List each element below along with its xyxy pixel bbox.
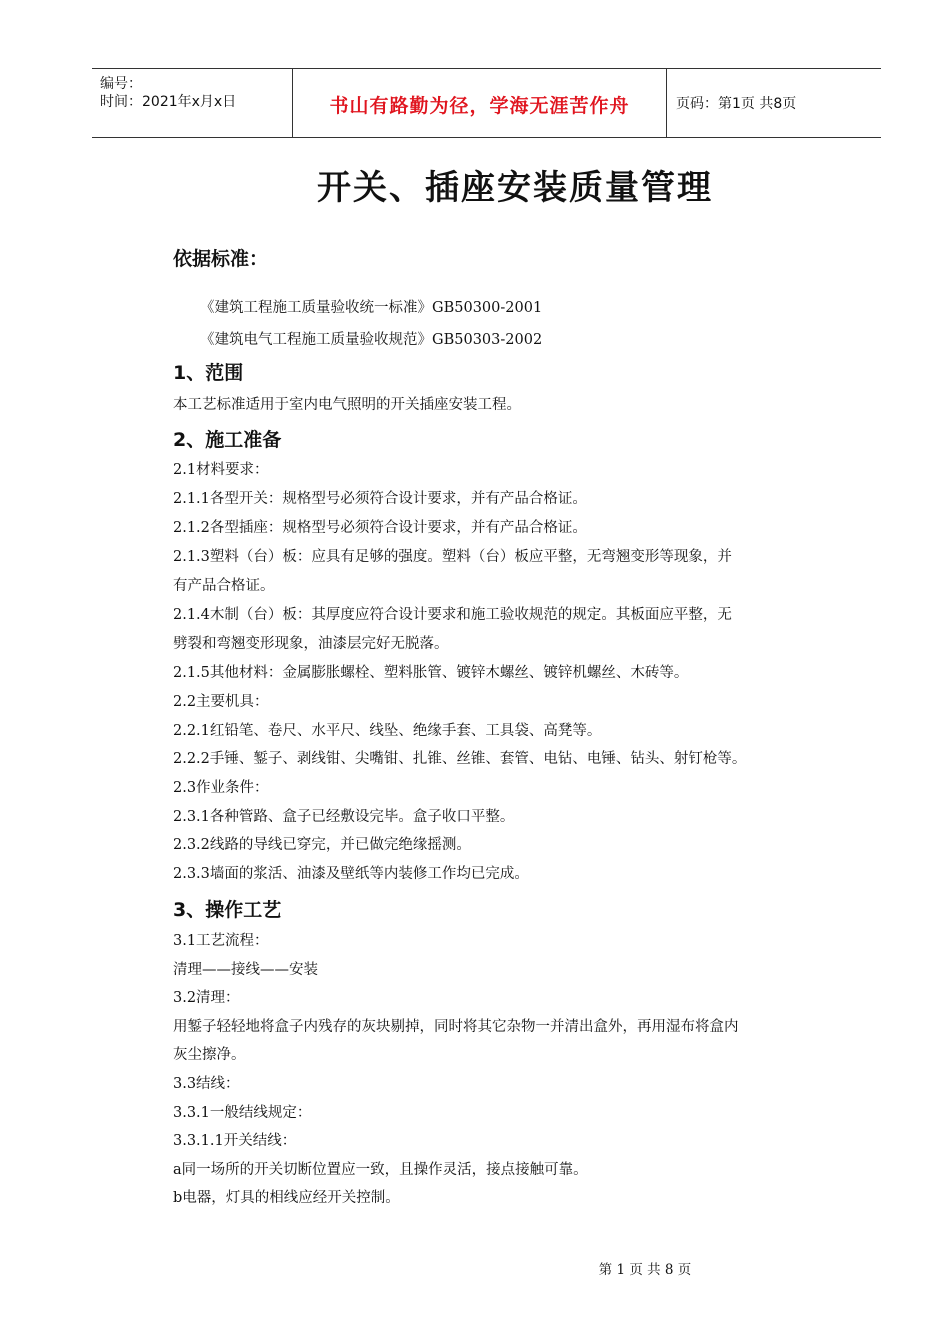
paragraph-line: 2.1.3塑料（台）板：应具有足够的强度。塑料（台）板应平整，无弯翘变形等现象，并 (173, 549, 732, 565)
paragraph-line: 2.1.5其他材料：金属膨胀螺栓、塑料胀管、镀锌木螺丝、镀锌机螺丝、木砖等。 (173, 665, 689, 681)
paragraph-line: 2.1.2各型插座：规格型号必须符合设计要求，并有产品合格证。 (173, 520, 587, 536)
page-footer: 第 1 页 共 8 页 (598, 1262, 692, 1278)
paragraph-line: 2.2.1红铅笔、卷尺、水平尺、线坠、绝缘手套、工具袋、高凳等。 (173, 723, 602, 739)
section-heading: 3、操作工艺 (173, 899, 282, 921)
section-heading: 1、范围 (173, 362, 244, 384)
paragraph-line: 用錾子轻轻地将盒子内残存的灰块剔掉，同时将其它杂物一并清出盒外，再用湿布将盒内 (173, 1019, 739, 1035)
paragraph-line: 2.2.2手锤、錾子、剥线钳、尖嘴钳、扎锥、丝锥、套管、电钻、电锤、钻头、射钉枪等。 (173, 751, 747, 767)
time-label: 时间：2021年x月x日 (100, 94, 237, 110)
paragraph-line: 3.1工艺流程： (173, 933, 269, 949)
document-title: 开关、插座安装质量管理 (317, 168, 713, 208)
paragraph-line: 3.3结线： (173, 1076, 240, 1092)
paragraph-line: 3.3.1一般结线规定： (173, 1105, 312, 1121)
paragraph-line: 劈裂和弯翘变形现象，油漆层完好无脱落。 (173, 636, 449, 652)
paragraph-line: 2.2主要机具： (173, 694, 269, 710)
header-page-cell (666, 69, 881, 137)
paragraph-line: 2.1.4木制（台）板：其厚度应符合设计要求和施工验收规范的规定。其板面应平整，无 (173, 607, 732, 623)
paragraph-line: a同一场所的开关切断位置应一致，且操作灵活，接点接触可靠。 (173, 1162, 588, 1178)
standard-item: 《建筑工程施工质量验收统一标准》GB50300-2001 (200, 300, 543, 316)
paragraph-line: b电器，灯具的相线应经开关控制。 (173, 1190, 400, 1206)
header-meta (92, 69, 292, 137)
paragraph-line: 2.3作业条件： (173, 780, 269, 796)
page-header (92, 68, 881, 138)
paragraph-line: 有产品合格证。 (173, 578, 275, 594)
page-info: 页码：第1页 共8页 (676, 96, 797, 112)
paragraph-line: 2.3.3墙面的浆活、油漆及壁纸等内装修工作均已完成。 (173, 866, 529, 882)
paragraph-line: 2.1.1各型开关：规格型号必须符合设计要求，并有产品合格证。 (173, 491, 587, 507)
motto: 书山有路勤为径，学海无涯苦作舟 (329, 95, 630, 117)
paragraph-line: 2.3.1各种管路、盒子已经敷设完毕。盒子收口平整。 (173, 809, 515, 825)
paragraph-line: 2.3.2线路的导线已穿完，并已做完绝缘摇测。 (173, 837, 471, 853)
number-label: 编号： (100, 76, 142, 92)
basis-heading: 依据标准： (173, 248, 269, 270)
paragraph-line: 灰尘擦净。 (173, 1047, 246, 1063)
standard-item: 《建筑电气工程施工质量验收规范》GB50303-2002 (200, 332, 543, 348)
paragraph-line: 3.3.1.1开关结线： (173, 1133, 297, 1149)
paragraph-line: 2.1材料要求： (173, 462, 269, 478)
paragraph-line: 3.2清理： (173, 990, 240, 1006)
paragraph: 本工艺标准适用于室内电气照明的开关插座安装工程。 (173, 397, 521, 413)
header-motto-cell (292, 69, 667, 137)
section-heading: 2、施工准备 (173, 429, 282, 451)
paragraph-line: 清理——接线——安装 (173, 962, 318, 978)
